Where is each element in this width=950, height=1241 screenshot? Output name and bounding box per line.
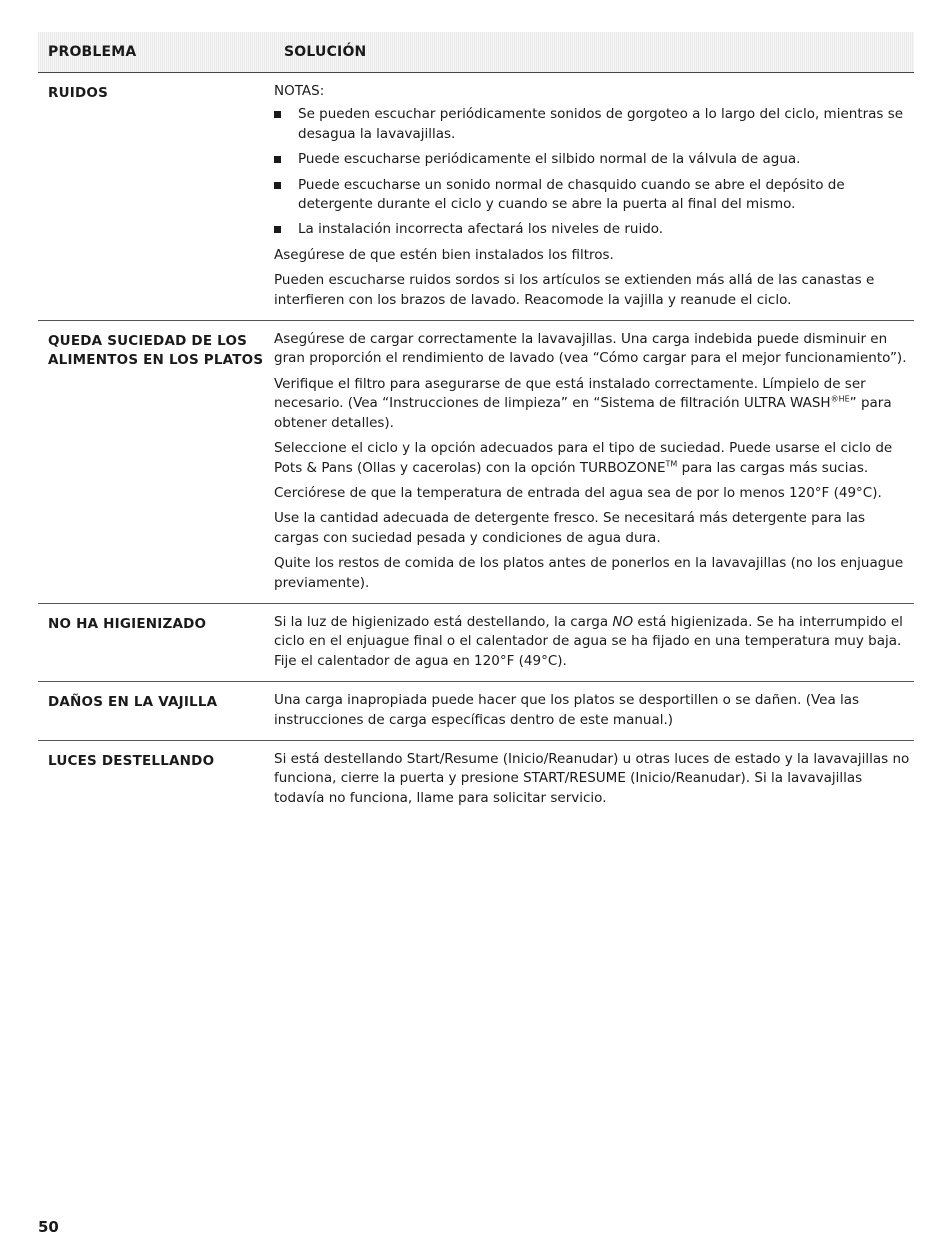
solution-cell <box>274 691 914 730</box>
troubleshooting-table <box>38 32 914 818</box>
list-item <box>274 150 912 169</box>
table-row <box>38 682 914 741</box>
text-run: ” para obtener detalles). <box>274 395 892 431</box>
list-item <box>274 105 912 144</box>
trademark-mark: TM <box>665 459 678 468</box>
problem-title: LUCES DESTELLANDO <box>48 752 215 769</box>
solution-cell <box>274 330 914 593</box>
problem-title: NO HA HIGIENIZADO <box>48 615 207 632</box>
solution-paragraph: Asegúrese de que estén bien instalados los filtros. <box>274 246 614 263</box>
problem-title: DAÑOS EN LA VAJILLA <box>48 694 218 711</box>
superscript-mark: ®HE <box>830 394 850 404</box>
solution-cell <box>274 82 914 310</box>
bullet-text: Se pueden escuchar periódicamente sonidos de gorgoteo a lo largo del ciclo, mientras se desagua la lavavajillas. <box>298 106 904 142</box>
problem-title-line: QUEDA SUCIEDAD DE LOS <box>48 333 248 350</box>
problem-title-line: ALIMENTOS EN LOS PLATOS <box>48 352 264 369</box>
header-solution: SOLUCIÓN <box>284 44 367 60</box>
solution-paragraph: Si está destellando Start/Resume (Inicio/Reanudar) u otras luces de estado y la lavavajillas no funciona, cierre la puerta y presione START/RESUME (Inicio/Reanudar). Si la lavavajillas todavía no funciona, llame para solicitar servicio. <box>274 750 910 806</box>
text-run: Si la luz de higienizado está destellando, la carga <box>274 613 613 630</box>
text-run: para las cargas más sucias. <box>677 459 869 476</box>
solution-cell <box>274 750 914 808</box>
text-run: Verifique el filtro para asegurarse de que está instalado correctamente. Límpielo de ser necesario. (Vea “Instrucciones de limpieza” en “Sistema de filtración ULTRA WASH <box>274 375 866 412</box>
table-row <box>38 73 914 321</box>
header-problem: PROBLEMA <box>48 44 137 60</box>
list-item <box>274 220 912 239</box>
table-row <box>38 321 914 604</box>
square-bullet-icon <box>274 226 281 233</box>
solution-paragraph: Quite los restos de comida de los platos antes de ponerlos en la lavavajillas (no los enjuague previamente). <box>274 555 904 591</box>
problem-cell <box>38 82 274 310</box>
notes-label: NOTAS: <box>274 83 325 99</box>
text-run: Seleccione el ciclo y la opción adecuados para el tipo de suciedad. Puede usarse el ciclo de Pots & Pans (Ollas y cacerolas) con la opción TURBOZONE <box>274 440 893 476</box>
solution-paragraph: Asegúrese de cargar correctamente la lavavajillas. Una carga indebida puede disminuir en gran proporción el rendimiento de lavado (vea “Cómo cargar para el mejor funcionamiento”). <box>274 331 907 367</box>
page-number: 50 <box>38 1218 59 1236</box>
table-row <box>38 604 914 682</box>
solution-paragraph <box>274 375 912 433</box>
solution-paragraph: Cerciórese de que la temperatura de entrada del agua sea de por lo menos 120°F (49°C). <box>274 484 882 501</box>
problem-cell <box>38 750 274 808</box>
bullet-text: Puede escucharse un sonido normal de chasquido cuando se abre el depósito de detergente durante el ciclo y cuando se abre la puerta al final del mismo. <box>298 176 845 213</box>
problem-title: RUIDOS <box>48 85 108 101</box>
solution-paragraph: Use la cantidad adecuada de detergente fresco. Se necesitará más detergente para las cargas con suciedad pesada y condiciones de agua dura. <box>274 510 866 546</box>
bullet-text: La instalación incorrecta afectará los niveles de ruido. <box>298 221 664 238</box>
square-bullet-icon <box>274 182 281 189</box>
square-bullet-icon <box>274 111 281 118</box>
table-header <box>38 32 914 73</box>
bullet-text: Puede escucharse periódicamente el silbido normal de la válvula de agua. <box>298 151 801 168</box>
emphasis-text: NO <box>612 613 634 630</box>
text-run: está higienizada. Se ha interrumpido el ciclo en el enjuague final o el calentador de agua se ha fijado en una temperatura muy baja. Fije el calentador de agua en 120°F (49°C). <box>274 613 903 669</box>
solution-cell <box>274 613 914 671</box>
solution-paragraph <box>274 439 912 478</box>
table-row <box>38 741 914 818</box>
problem-cell <box>38 691 274 730</box>
problem-cell <box>38 330 274 593</box>
solution-paragraph: Una carga inapropiada puede hacer que los platos se desportillen o se dañen. (Vea las instrucciones de carga específicas dentro de este manual.) <box>274 692 860 728</box>
solution-paragraph: Pueden escucharse ruidos sordos si los artículos se extienden más allá de las canastas e interfieren con los brazos de lavado. Reacomode la vajilla y reanude el ciclo. <box>274 272 875 308</box>
problem-cell <box>38 613 274 671</box>
solution-paragraph <box>274 613 912 671</box>
list-item <box>274 176 912 215</box>
square-bullet-icon <box>274 156 281 163</box>
